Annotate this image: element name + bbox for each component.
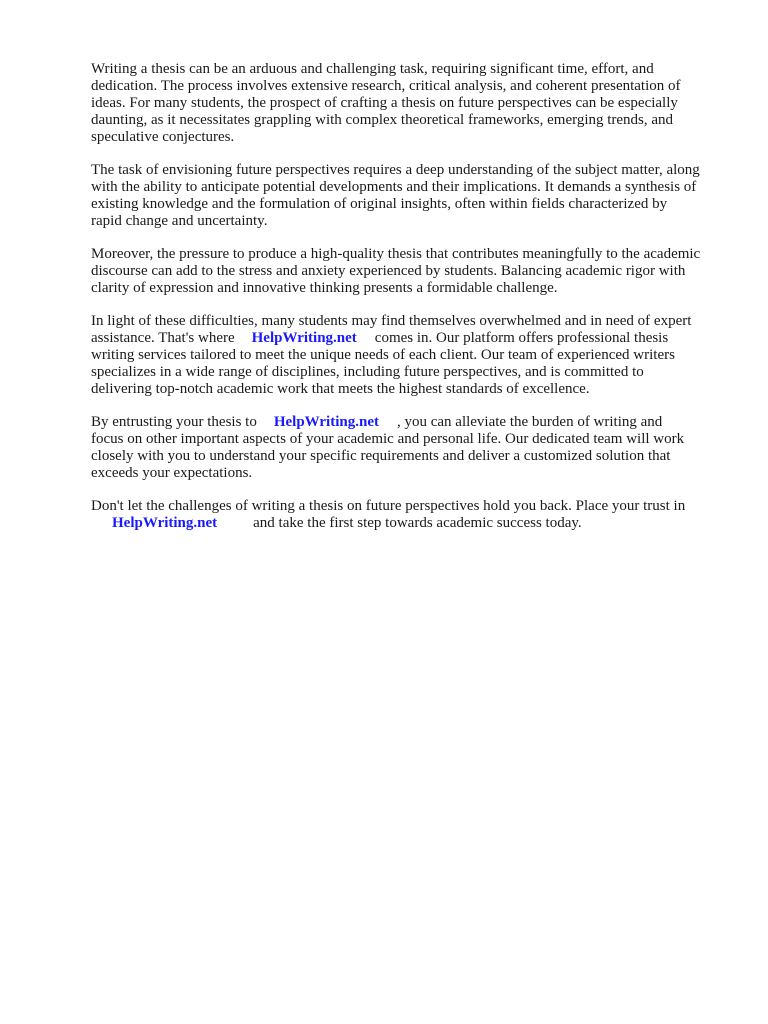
text-line: daunting, as it necessitates grappling with complex theoretical frameworks, emerging trends, and [91, 112, 674, 128]
text-segment: By entrusting your thesis to [91, 414, 257, 430]
text-line [91, 414, 724, 431]
helpwriting-link[interactable]: HelpWriting.net [112, 515, 218, 531]
paragraph-closing [91, 498, 724, 532]
text-segment: assistance. That's where [91, 330, 235, 346]
text-line: speculative conjectures. [91, 129, 235, 145]
text-line: delivering top-notch academic work that meets the highest standards of excellence. [91, 381, 590, 397]
text-line: rapid change and uncertainty. [91, 213, 268, 229]
text-line: In light of these difficulties, many students may find themselves overwhelmed and in need of expert [91, 313, 692, 329]
text-line: ideas. For many students, the prospect of crafting a thesis on future perspectives can be especially [91, 95, 678, 111]
text-line [91, 330, 724, 347]
text-segment: and take the first step towards academic success today. [253, 515, 582, 531]
text-line: exceeds your expectations. [91, 465, 253, 481]
text-line: writing services tailored to meet the unique needs of each client. Our team of experienced writers [91, 347, 675, 363]
text-line: Don't let the challenges of writing a thesis on future perspectives hold you back. Place your trust in [91, 498, 686, 514]
text-line: Moreover, the pressure to produce a high-quality thesis that contributes meaningfully to the academic [91, 246, 701, 262]
helpwriting-link[interactable]: HelpWriting.net [273, 414, 379, 430]
text-line: discourse can add to the stress and anxiety experienced by students. Balancing academic rigor with [91, 263, 686, 279]
paragraph-task [91, 162, 724, 230]
paragraph-pressure [91, 246, 724, 297]
paragraph-difficulties [91, 313, 724, 398]
text-line: focus on other important aspects of your academic and personal life. Our dedicated team will work [91, 431, 685, 447]
text-line: The task of envisioning future perspectives requires a deep understanding of the subject matter, along [91, 162, 700, 178]
text-line: dedication. The process involves extensive research, critical analysis, and coherent presentation of [91, 78, 681, 94]
text-line: Writing a thesis can be an arduous and challenging task, requiring significant time, effort, and [91, 61, 654, 77]
text-segment: , you can alleviate the burden of writing and [396, 414, 663, 430]
paragraph-entrusting [91, 414, 724, 482]
text-line: existing knowledge and the formulation of original insights, often within fields characterized by [91, 196, 668, 212]
text-line: closely with you to understand your specific requirements and deliver a customized solution that [91, 448, 671, 464]
helpwriting-link[interactable]: HelpWriting.net [251, 330, 357, 346]
text-segment: comes in. Our platform offers professional thesis [374, 330, 669, 346]
paragraph-intro [91, 61, 724, 146]
text-line: clarity of expression and innovative thinking presents a formidable challenge. [91, 280, 558, 296]
text-line [91, 515, 724, 532]
text-line: specializes in a wide range of disciplines, including future perspectives, and is committed to [91, 364, 644, 380]
text-line: with the ability to anticipate potential developments and their implications. It demands a synthesis of [91, 179, 697, 195]
